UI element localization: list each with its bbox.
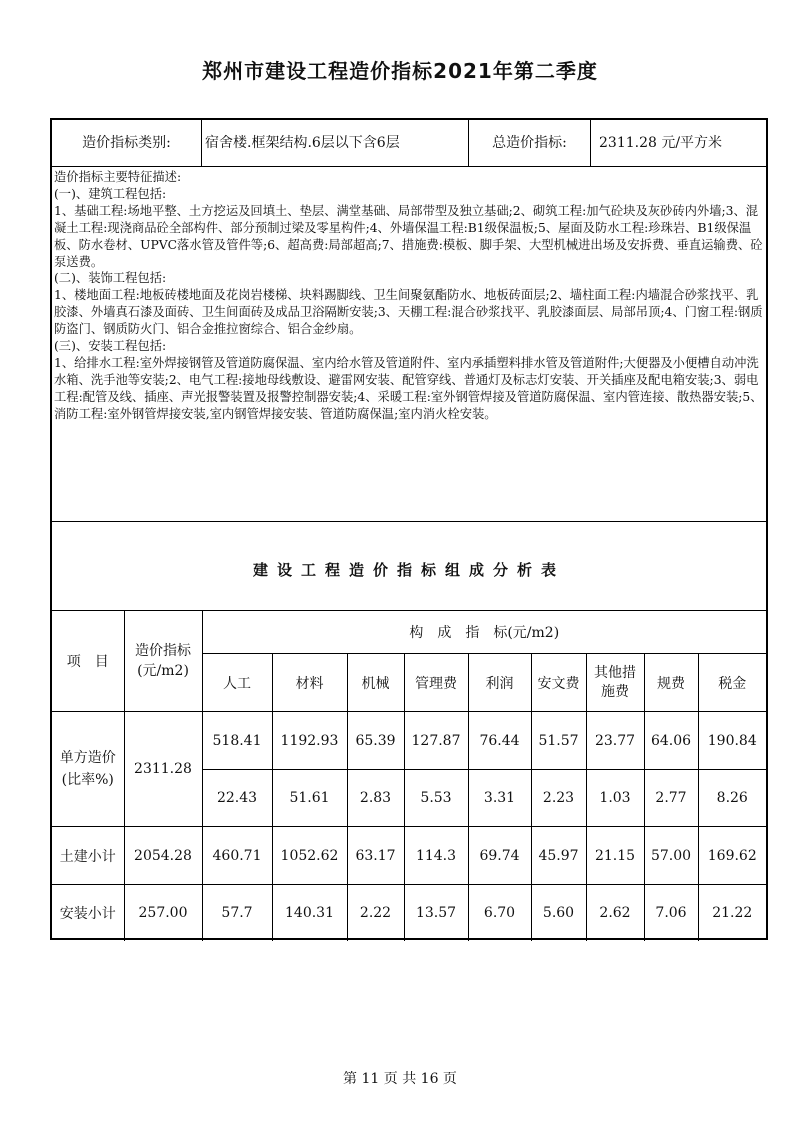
page-footer: 第 11 页 共 16 页	[343, 1071, 457, 1087]
table-cell: 1192.93	[272, 712, 347, 770]
ratio-cell: 3.31	[468, 770, 531, 827]
table-cell: 127.87	[404, 712, 468, 770]
desc-section-title: (三)、安装工程包括:	[54, 339, 167, 354]
row-label: 土建小计	[52, 827, 124, 885]
table-cell: 460.71	[202, 827, 272, 885]
table-cell: 169.62	[698, 827, 766, 885]
header-row	[52, 120, 766, 167]
comp-header: 其他措施费	[586, 654, 644, 712]
table-cell: 2.22	[347, 885, 404, 941]
comp-header: 机械	[347, 654, 404, 712]
comp-header: 利润	[468, 654, 531, 712]
feature-description	[52, 167, 766, 522]
desc-section-title: (二)、装饰工程包括:	[54, 271, 167, 286]
table-cell: 51.57	[531, 712, 586, 770]
table-cell: 57.00	[644, 827, 698, 885]
table-cell: 57.7	[202, 885, 272, 941]
row-index: 2311.28	[124, 712, 202, 827]
desc-paragraph: 1、基础工程:场地平整、土方挖运及回填土、垫层、满堂基础、局部带型及独立基础;2、砌筑工程:加气砼块及灰砂砖内外墙;3、混凝土工程:现浇商品砼全部构件、部分预制过梁及零星构件;4、外墙保温工程:B1级保温板;5、屋面及防水工程:珍珠岩、B1级保温板、防水卷材、UPVC落水管及管件等;6、超高费:局部超高;7、措施费:模板、脚手架、大型机械进出场及安拆费、垂直运输费、砼泵送费。	[54, 203, 763, 269]
index-sheet	[50, 118, 768, 940]
total-value: 2311.28 元/平方米	[599, 135, 723, 151]
table-title-area	[52, 523, 766, 611]
ratio-cell: 22.43	[202, 770, 272, 827]
comp-header: 规费	[644, 654, 698, 712]
table-cell: 140.31	[272, 885, 347, 941]
desc-paragraph: 1、楼地面工程:地板砖楼地面及花岗岩楼梯、块料踢脚线、卫生间聚氨酯防水、地板砖面层;2、墙柱面工程:内墙混合砂浆找平、乳胶漆、外墙真石漆及面砖、卫生间面砖及成品卫浴隔断安装;3、天棚工程:混合砂浆找平、乳胶漆面层、局部吊顶;4、门窗工程:钢质防盗门、钢质防火门、铝合金推拉窗综合、铝合金纱扇。	[54, 288, 763, 337]
comp-header: 税金	[698, 654, 766, 712]
row-index: 257.00	[124, 885, 202, 941]
table-cell: 21.15	[586, 827, 644, 885]
composition-table	[52, 610, 766, 941]
desc-heading: 造价指标主要特征描述:	[54, 170, 182, 184]
col-item-header: 项 目	[52, 611, 124, 712]
col-index-header: 造价指标(元/m2)	[124, 611, 202, 712]
table-cell: 21.22	[698, 885, 766, 941]
composition-group-header: 构 成 指 标(元/m2)	[202, 611, 766, 654]
row-label: 单方造价(比率%)	[52, 712, 124, 827]
table-cell: 190.84	[698, 712, 766, 770]
table-cell: 23.77	[586, 712, 644, 770]
table-title: 建设工程造价指标组成分析表	[252, 561, 565, 579]
desc-section-title: (一)、建筑工程包括:	[54, 186, 167, 201]
ratio-cell: 51.61	[272, 770, 347, 827]
table-cell: 5.60	[531, 885, 586, 941]
ratio-cell: 2.77	[644, 770, 698, 827]
comp-header: 安文费	[531, 654, 586, 712]
comp-header: 人工	[202, 654, 272, 712]
table-cell: 114.3	[404, 827, 468, 885]
table-cell: 63.17	[347, 827, 404, 885]
ratio-cell: 1.03	[586, 770, 644, 827]
ratio-cell: 8.26	[698, 770, 766, 827]
table-cell: 45.97	[531, 827, 586, 885]
category-value: 宿舍楼.框架结构.6层以下含6层	[202, 120, 469, 166]
comp-header: 材料	[272, 654, 347, 712]
page-title: 郑州市建设工程造价指标2021年第二季度	[202, 59, 598, 83]
table-cell: 1052.62	[272, 827, 347, 885]
table-cell: 64.06	[644, 712, 698, 770]
desc-paragraph: 1、给排水工程:室外焊接钢管及管道防腐保温、室内给水管及管道附件、室内承插塑料排水管及管道附件;大便器及小便槽自动冲洗水箱、洗手池等安装;2、电气工程:接地母线敷设、避雷网安装、配管穿线、普通灯及标志灯安装、开关插座及配电箱安装;3、弱电工程:配管及线、插座、声光报警装置及报警控制器安装;4、采暖工程:室外钢管焊接及管道防腐保温、室内管连接、散热器安装;5、消防工程:室外钢管焊接安装,室内钢管焊接安装、管道防腐保温;室内消火栓安装。	[54, 355, 763, 421]
ratio-cell: 5.53	[404, 770, 468, 827]
comp-header: 管理费	[404, 654, 468, 712]
table-cell: 65.39	[347, 712, 404, 770]
category-label: 造价指标类别:	[52, 120, 202, 166]
table-cell: 6.70	[468, 885, 531, 941]
table-cell: 76.44	[468, 712, 531, 770]
ratio-cell: 2.83	[347, 770, 404, 827]
table-cell: 518.41	[202, 712, 272, 770]
row-label: 安装小计	[52, 885, 124, 941]
total-label: 总造价指标:	[469, 120, 591, 166]
row-index: 2054.28	[124, 827, 202, 885]
table-cell: 13.57	[404, 885, 468, 941]
ratio-cell: 2.23	[531, 770, 586, 827]
table-cell: 69.74	[468, 827, 531, 885]
table-cell: 2.62	[586, 885, 644, 941]
table-cell: 7.06	[644, 885, 698, 941]
